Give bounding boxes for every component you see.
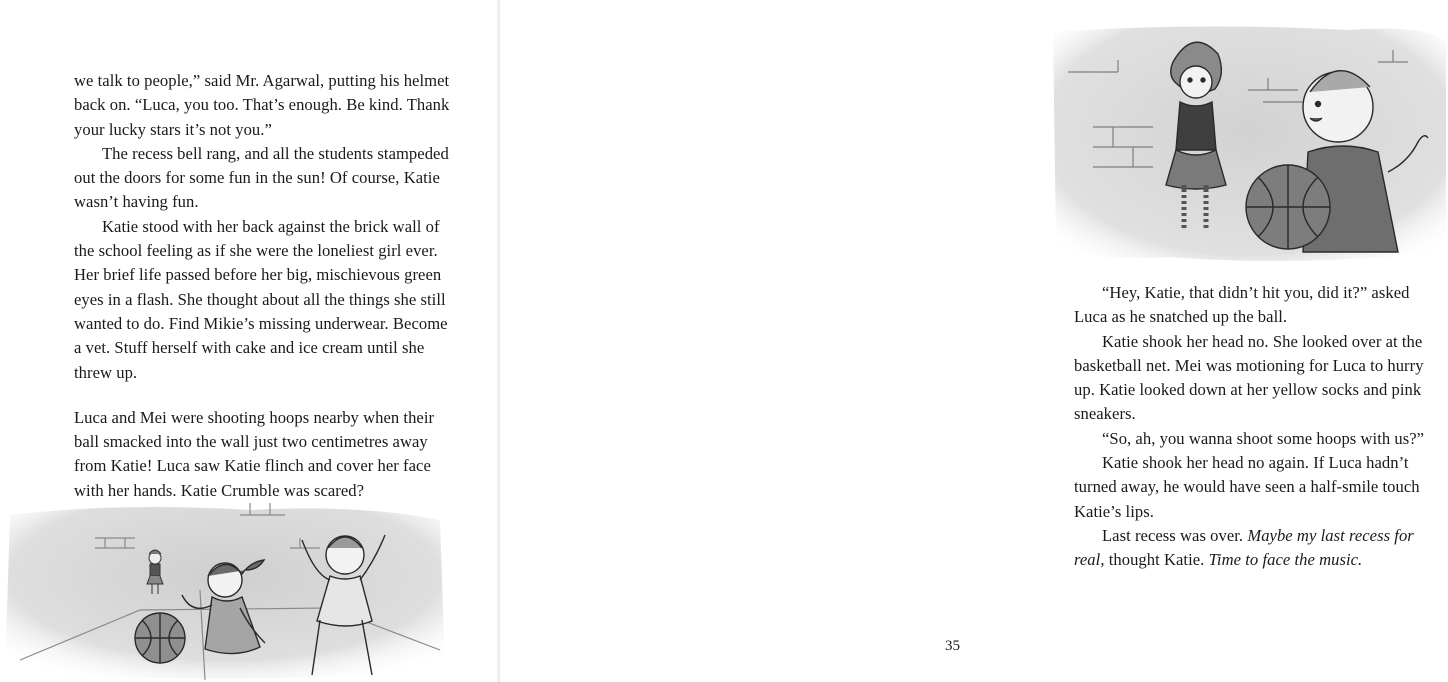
left-page-text — [74, 69, 454, 503]
page-number: 35 — [945, 638, 960, 654]
paragraph: Katie stood with her back against the brick wall of the school feeling as if she were the loneliest girl ever. Her brief life passed before her big, mischievous green eyes in a flash. She thought about all the things she still wanted to do. Find Mikie’s missing underwear. Become a vet. Stuff herself with cake and ice cream until she threw up. — [74, 216, 448, 382]
paragraph: Luca and Mei were shooting hoops nearby when their ball smacked into the wall just two centimetres away from Katie! Luca saw Katie flinch and cover her face with her hands. Katie Crumble was scared? — [74, 407, 435, 500]
paragraph: “So, ah, you wanna shoot some hoops with us?” — [1102, 428, 1425, 448]
katie-and-luca-illustration — [1048, 22, 1448, 267]
text-run: Last recess was over. — [1102, 525, 1248, 545]
paragraph: Katie shook her head no again. If Luca hadn’t turned away, he would have seen a half-smile touch Katie’s lips. — [1074, 453, 1420, 521]
italic-text-run: Maybe my last recess for real, — [1074, 525, 1414, 570]
text-run: thought Katie. — [1104, 550, 1209, 570]
left-page — [0, 0, 500, 682]
right-page — [500, 0, 1425, 682]
paragraph: The recess bell rang, and all the students stampeded out the doors for some fun in the sun! Of course, Katie wasn’t having fun. — [74, 143, 449, 212]
paragraph — [1074, 524, 1444, 573]
italic-text-run: Time to face the music. — [1208, 550, 1363, 570]
right-page-text — [1074, 281, 1444, 573]
paragraph: Katie shook her head no. She looked over at the basketball net. Mei was motioning for Luca to hurry up. Katie looked down at her yellow socks and pink sneakers. — [1074, 331, 1424, 424]
paragraph: we talk to people,” said Mr. Agarwal, putting his helmet back on. “Luca, you too. That’s enough. Be kind. Thank your lucky stars it’s not you.” — [74, 71, 450, 139]
paragraph: “Hey, Katie, that didn’t hit you, did it?” asked Luca as he snatched up the ball. — [1074, 283, 1410, 327]
basketball-court-illustration — [0, 500, 450, 682]
basketball — [1246, 165, 1330, 249]
basketball — [135, 613, 185, 663]
section-break — [74, 385, 454, 406]
